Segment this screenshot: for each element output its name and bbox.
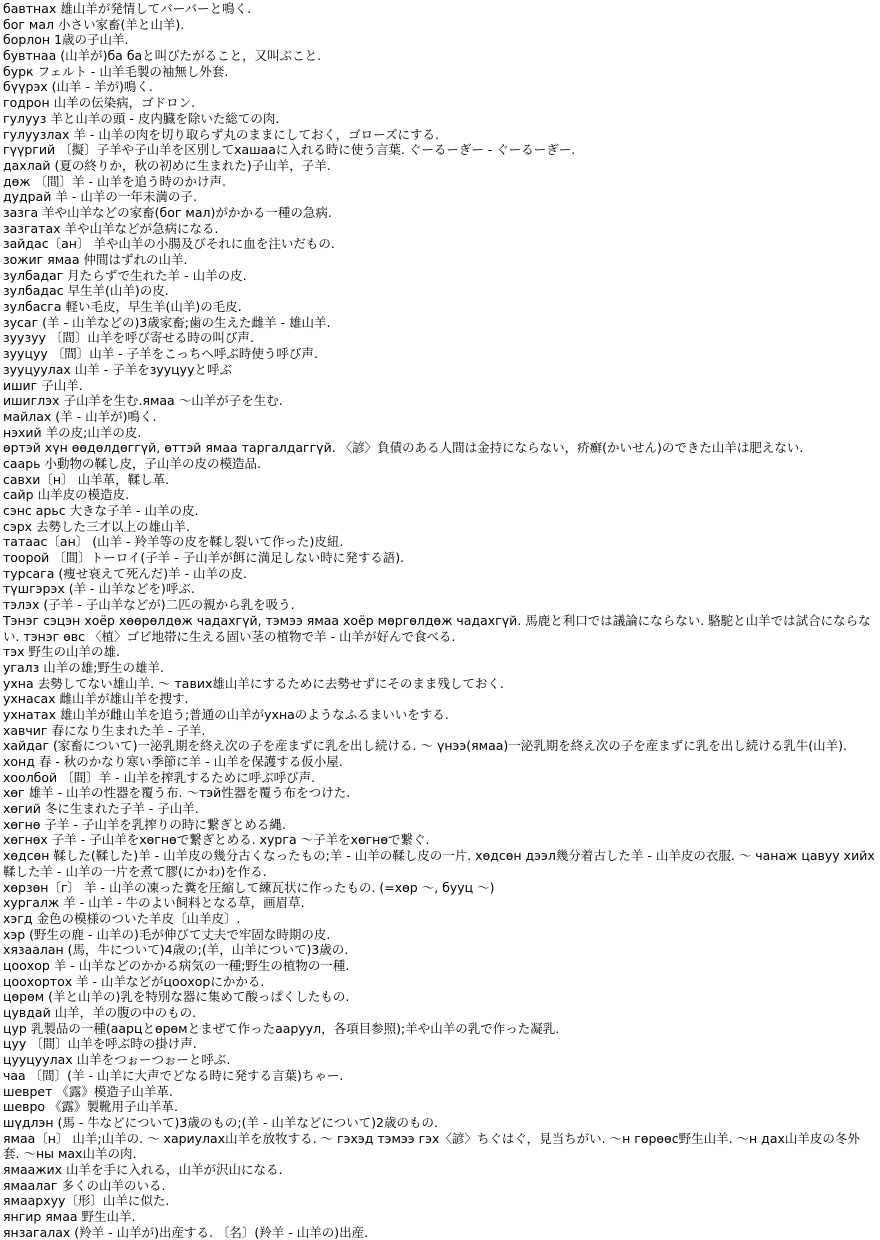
dictionary-entry: хавчиг 春になり生まれた羊 - 子羊. (3, 722, 206, 738)
dictionary-entry: бог мал 小さい家畜(羊と山羊). (3, 16, 185, 32)
dictionary-entry: хөг 雄羊 - 山羊の性器を覆う布. ～тэй性器を覆う布をつけた. (3, 785, 351, 801)
dictionary-text (3, 1, 875, 1240)
dictionary-entry: ямаа〔н〕 山羊;山羊の. ～ хариулах山羊を放牧する. ～ гэхэд тэмээ гэх〈諺〉ちぐはぐ，見当ちがい. ～н гөрөөс野生山羊. ～н дах山羊皮の冬外套. ～ны мах山羊の肉. (3, 1130, 860, 1162)
dictionary-entry: ямаажих 山羊を手に入れる，山羊が沢山になる. (3, 1161, 283, 1177)
dictionary-entry: зууцуу 〔間〕山羊 - 子羊をこっちへ呼ぶ時使う呼び声. (3, 346, 318, 362)
dictionary-entry: годрон 山羊の伝染病，ゴドロン. (3, 95, 196, 111)
dictionary-entry: түшгэрэх (羊 - 山羊などを)呼ぶ. (3, 581, 195, 597)
dictionary-entry: хөгнө 子羊 - 子山羊を乳搾りの時に繋ぎとめる縄. (3, 816, 286, 832)
dictionary-entry: гулууз 羊と山羊の頭 - 皮内臓を除いた総ての肉. (3, 110, 280, 126)
dictionary-entry: сайр 山羊皮の模造皮. (3, 487, 130, 503)
dictionary-entry: бурк フェルト - 山羊毛製の袖無し外套. (3, 63, 229, 79)
dictionary-entry: тэх 野生の山羊の雄. (3, 644, 120, 660)
dictionary-entry: хөрзөн〔г〕 羊 - 山羊の凍った糞を圧縮して練瓦状に作ったもの. (=хөр ～, бууц ～) (3, 879, 495, 895)
dictionary-entry: хөгнөх 子羊 - 子山羊をхөгнөで繋ぎとめる. хурга ～子羊をхөгнөで繋ぐ. (3, 832, 430, 848)
dictionary-entry: ямаархуу〔形〕山羊に似た. (3, 1193, 170, 1209)
dictionary-entry: чаа 〔間〕(羊 - 山羊に大声でどなる時に発する言葉)ちゃー. (3, 1067, 344, 1083)
dictionary-entry: татаас〔ан〕 (山羊 - 羚羊等の皮を鞣し裂いて作った)皮紐. (3, 534, 344, 550)
dictionary-entry: цувдай 山羊，羊の腹の中のもの. (3, 1005, 197, 1021)
dictionary-entry: бүүрэх (山羊 - 羊が)鳴く. (3, 79, 153, 95)
dictionary-entry: зусаг (羊 - 山羊などの)3歳家畜;歯の生えた雌羊 - 雄山羊. (3, 314, 331, 330)
dictionary-entry: ишиглэх 子山羊を生む.ямаа ～山羊が子を生む. (3, 393, 283, 409)
dictionary-entry: хоолбой 〔間〕羊 - 山羊を搾乳するために呼ぶ呼び声. (3, 769, 316, 785)
dictionary-entry: бувтнаа (山羊が)ба баと叫びたがること，又叫ぶこと. (3, 48, 322, 64)
dictionary-entry: бавтнах 雄山羊が発情してバーバーと鳴く. (3, 1, 252, 16)
dictionary-entry: тэлэх (子羊 - 子山羊などが)二匹の親から乳を吸う. (3, 597, 295, 613)
dictionary-entry: шевро 《露》製靴用子山羊革. (3, 1099, 179, 1115)
dictionary-entry: сэнс арьс 大きな子羊 - 山羊の皮. (3, 503, 199, 518)
dictionary-entry: турсага (痩せ衰えて死んだ)羊 - 山羊の皮. (3, 565, 248, 581)
dictionary-entry: зазгатах 羊や山羊などが急病になる. (3, 220, 219, 236)
dictionary-entry: ухнасах 雌山羊が雄山羊を捜す. (3, 691, 189, 707)
dictionary-entry: цоохортох 羊 - 山羊などがцоохорにかかる. (3, 973, 265, 989)
dictionary-entry: цууцуулах 山羊をつぉーつぉーと呼ぶ. (3, 1052, 231, 1068)
dictionary-entry: шүдлэн (馬 - 牛などについて)3歳のもの;(羊 - 山羊などについて)2歳のもの. (3, 1114, 438, 1130)
dictionary-entry: хэр (野生の鹿 - 山羊の)毛が伸びて丈夫で牢固な時期の皮. (3, 926, 331, 942)
dictionary-entry: зулбадас 早生羊(山羊)の皮. (3, 283, 169, 299)
dictionary-entry: хөдсөн 鞣した(鞣した)羊 - 山羊皮の幾分古くなったもの;羊 - 山羊の鞣し皮の一片. хөдсөн дээл幾分着古した羊 - 山羊皮の衣服. ～ чанаж цавуу хийх鞣した羊 - 山羊の一片を煮て膠(にかわ)を作る. (3, 848, 875, 879)
dictionary-entry: зайдас〔ан〕 羊や山羊の小腸及びそれに血を注いだもの. (3, 236, 335, 252)
dictionary-entry: дөж 〔間〕羊 - 山羊を追う時のかけ声. (3, 173, 226, 189)
dictionary-entry: угалз 山羊の雄;野生の雄羊. (3, 659, 164, 675)
dictionary-entry: нэхий 羊の皮;山羊の皮. (3, 424, 142, 440)
dictionary-entry: өртэй хүн өөдөлдөггүй, өттэй ямаа таргалдаггүй. 〈諺〉負債のある人間は金持にならない，疥癬(かいせん)のできた山羊は肥えない. (3, 440, 804, 456)
dictionary-entry: зазга 羊や山羊などの家畜(бог мал)がかかる一種の急病. (3, 204, 332, 220)
dictionary-entry: гулуузлах 羊 - 山羊の肉を切り取らず丸のままにしておく，ゴローズにする. (3, 126, 439, 142)
dictionary-entry: зуузуу 〔間〕山羊を呼び寄せる時の叫び声. (3, 330, 254, 346)
dictionary-entry: майлах (羊 - 山羊が)鳴く. (3, 408, 157, 424)
dictionary-entry: хөгий 冬に生まれた子羊 - 子山羊. (3, 801, 199, 817)
dictionary-entry: ухнатах 雄山羊が雌山羊を追う;普通の山羊がухнаのようなふるまいいをする. (3, 706, 449, 722)
dictionary-entry: хайдаг (家畜について)一泌乳期を終え次の子を産まずに乳を出し続ける. ～ үнээ(ямаа)一泌乳期を終え次の子を産まずに乳を出し続ける乳牛(山羊). (3, 738, 847, 754)
dictionary-entry: сэрх 去勢した三才以上の雄山羊. (3, 518, 191, 534)
dictionary-entry: зулбасга 軽い毛皮，早生羊(山羊)の毛皮. (3, 299, 242, 315)
dictionary-entry: зулбадаг 月たらずで生れた羊 - 山羊の皮. (3, 267, 247, 283)
dictionary-entry: хонд 春 - 秋のかなり寒い季節に羊 - 山羊を保護する仮小屋. (3, 754, 343, 770)
dictionary-entry: цуу 〔間〕山羊を呼ぶ時の掛け声. (3, 1036, 197, 1052)
dictionary-entry: янзагалах (羚羊 - 山羊が)出産する. 〔名〕(羚羊 - 山羊の)出産. (3, 1224, 369, 1240)
dictionary-entry: саарь 小動物の鞣し皮，子山羊の皮の模造品. (3, 455, 261, 471)
dictionary-entry: гүүргий 〔擬〕子羊や子山羊を区別してхашааに入れる時に使う言葉. ぐーるーぎー - ぐーるーぎー. (3, 142, 576, 158)
dictionary-entry: зожиг ямаа 仲間はずれの山羊. (3, 252, 188, 267)
dictionary-entry: ямаалаг 多くの山羊のいる. (3, 1177, 166, 1193)
dictionary-entry: янгир ямаа 野生山羊. (3, 1209, 136, 1225)
dictionary-entry: Тэнэг сэцэн хоёр хөөрөлдөж чадахгүй, тэмээ ямаа хоёр мөргөлдөж чадахгүй. 馬鹿と利口では議論にならない. 駱駝と山羊では試合にならない. тэнэг өвс 〈植〉ゴビ地帯に生える固い茎の植物で羊 - 山羊が好んで食べる. (3, 612, 871, 644)
dictionary-entry: борлон 1歳の子山羊. (3, 32, 129, 48)
dictionary-entry: дудрай 羊 - 山羊の一年未満の子. (3, 189, 197, 205)
dictionary-entry: савхи〔н〕 山羊革，鞣し革. (3, 471, 170, 487)
dictionary-entry: шеврет 《露》模造子山羊革. (3, 1083, 173, 1099)
dictionary-entry: тоорой 〔間〕トーロイ(子羊 - 子山羊が餌に満足しない時に発する語). (3, 550, 405, 566)
dictionary-entry: ухна 去勢してない雄山羊. ～ тавих雄山羊にするために去勢せずにそのまま残しておく. (3, 675, 504, 691)
dictionary-entry: хязаалан (馬，牛について)4歳の;(羊，山羊について)3歳の. (3, 942, 349, 958)
dictionary-entry: зууцуулах 山羊 - 子羊をзууцууと呼ぶ (3, 361, 232, 377)
dictionary-entry: дахлай (夏の終りか，秋の初めに生まれた)子山羊，子羊. (3, 157, 331, 173)
dictionary-entry: ишиг 子山羊. (3, 377, 83, 393)
dictionary-entry: цөрөм (羊と山羊の)乳を特別な器に集めて酸っぱくしたもの. (3, 989, 350, 1005)
dictionary-entry: хургалж 羊 - 山羊 - 牛のよい飼料となる草，画眉草. (3, 895, 305, 911)
dictionary-entry: цур 乳製品の一種(аарцとөрөмとまぜて作ったааруул，各項目参照);羊や山羊の乳で作った凝乳. (3, 1020, 560, 1036)
dictionary-entry: хэгд 金色の模様のついた羊皮〔山羊皮〕. (3, 910, 241, 926)
dictionary-entry: цоохор 羊 - 山羊などのかかる病気の一種;野生の植物の一種. (3, 958, 350, 973)
